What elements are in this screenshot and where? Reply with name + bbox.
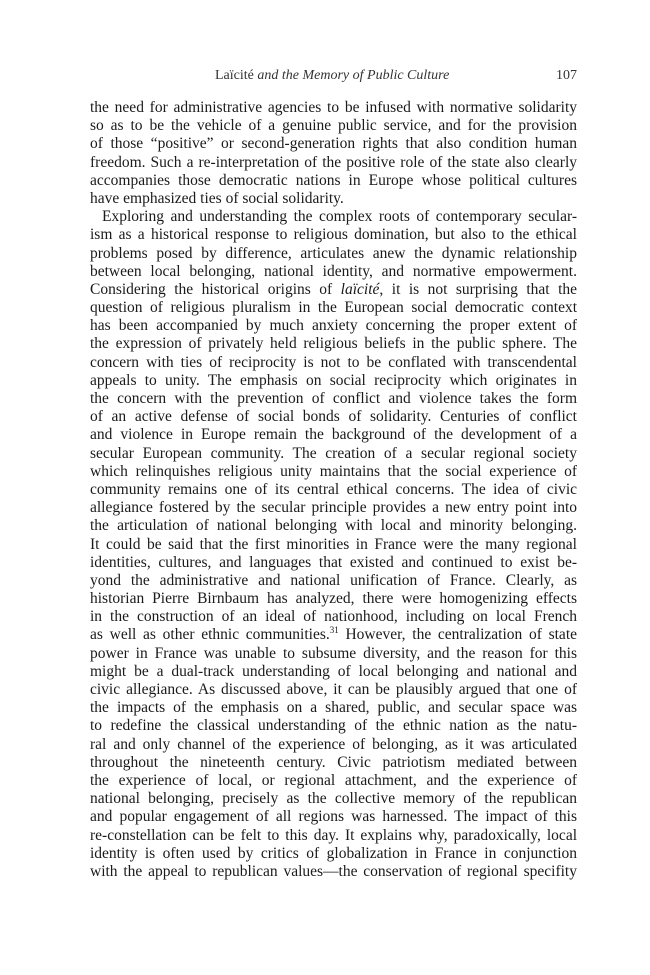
text-line: so as to be the vehicle of a genuine public service, and for the provision — [90, 117, 577, 135]
text-line: civic allegiance. As discussed above, it can be plausibly argued that one of — [90, 681, 577, 698]
italic-term: laïcité — [340, 280, 380, 298]
text-line: the articulation of national belonging with local and minority belonging. — [90, 517, 577, 535]
text-line: the impacts of the emphasis on a shared, public, and secular space was — [90, 699, 577, 717]
text-line: of those “positive” or second-generation rights that also condition human — [90, 135, 577, 153]
text-line: power in France was unable to subsume diversity, and the reason for this — [90, 644, 577, 662]
text-line: and violence in Europe remain the background of the development of a — [90, 426, 577, 444]
text-line — [90, 626, 577, 644]
text-line: community remains one of its central ethical concerns. The idea of civic — [90, 480, 577, 498]
text-line: throughout the nineteenth century. Civic patriotism mediated between — [90, 753, 577, 771]
text-line: yond the administrative and national unification of France. Clearly, as — [90, 571, 577, 589]
text-line: the need for administrative agencies to be infused with normative solidarity — [90, 99, 577, 116]
text-line: ral and only channel of the experience of belonging, as it was articulated — [90, 735, 577, 753]
paragraph-1 — [90, 99, 577, 208]
text-line: identities, cultures, and languages that existed and continued to exist be- — [90, 553, 577, 571]
text-line: between local belonging, national identity, and normative empowerment. — [90, 262, 577, 280]
text-line: with the appeal to republican values—the conservation of regional specifity — [90, 862, 577, 880]
text-line: identity is often used by critics of globalization in France in conjunction — [90, 844, 577, 862]
text-line: the concern with the prevention of conflict and violence takes the form — [90, 390, 577, 407]
text-line: to redefine the classical understanding of the ethnic nation as the natu- — [90, 717, 577, 735]
text-line: problems posed by difference, articulates anew the dynamic relationship — [90, 244, 577, 262]
text-line: of an active defense of social bonds of solidarity. Centuries of conflict — [90, 408, 577, 426]
running-title-prefix: Laïcité — [215, 68, 254, 83]
text-line: secular European community. The creation of a secular regional society — [90, 444, 577, 462]
text-line: ism as a historical response to religious domination, but also to the ethical — [90, 226, 577, 244]
page-number: 107 — [556, 68, 577, 83]
paragraph-2 — [90, 208, 577, 881]
text-line — [90, 281, 577, 299]
text-line: concern with ties of reciprocity is not to be conflated with transcendental — [90, 353, 577, 371]
text-line: appeals to unity. The emphasis on social reciprocity which originates in — [90, 371, 577, 389]
running-title — [215, 68, 449, 84]
text-line: the experience of local, or regional attachment, and the experience of — [90, 771, 577, 789]
text-line: historian Pierre Birnbaum has analyzed, there were homogenizing effects — [90, 590, 577, 608]
text-line: in the construction of an ideal of nationhood, including on local French — [90, 608, 577, 626]
text-line: re-constellation can be felt to this day. It explains why, paradoxically, local — [90, 826, 577, 844]
text-line: the expression of privately held religious beliefs in the public sphere. The — [90, 335, 577, 353]
body-text — [90, 99, 577, 881]
text-span: as well as other ethnic communities. — [90, 626, 330, 644]
text-line: allegiance fostered by the secular principle provides a new entry point into — [90, 499, 577, 517]
text-span: However, the centralization of state — [338, 626, 577, 644]
text-span: , it is not surprising that the — [379, 280, 577, 298]
text-line: have emphasized ties of social solidarity. — [90, 189, 344, 207]
text-line: national belonging, precisely as the collective memory of the republican — [90, 790, 577, 808]
footnote-ref[interactable]: 31 — [329, 626, 339, 636]
text-line: accompanies those democratic nations in Europe whose political cultures — [90, 171, 577, 189]
text-line: and popular engagement of all regions was harnessed. The impact of this — [90, 808, 577, 826]
text-line: has been accompanied by much anxiety concerning the proper extent of — [90, 317, 577, 335]
text-line: freedom. Such a re-interpretation of the positive role of the state also clearly — [90, 153, 577, 171]
running-head — [90, 68, 577, 88]
text-line: which relinquishes religious unity maintains that the social experience of — [90, 462, 577, 480]
running-title-italic: and the Memory of Public Culture — [253, 68, 450, 83]
text-line: might be a dual-track understanding of local belonging and national and — [90, 662, 577, 680]
text-line: It could be said that the first minorities in France were the many regional — [90, 535, 577, 553]
text-line: Exploring and understanding the complex roots of contemporary secular- — [102, 208, 577, 226]
text-span: Considering the historical origins of — [90, 280, 341, 298]
text-line: question of religious pluralism in the European social democratic context — [90, 299, 577, 317]
